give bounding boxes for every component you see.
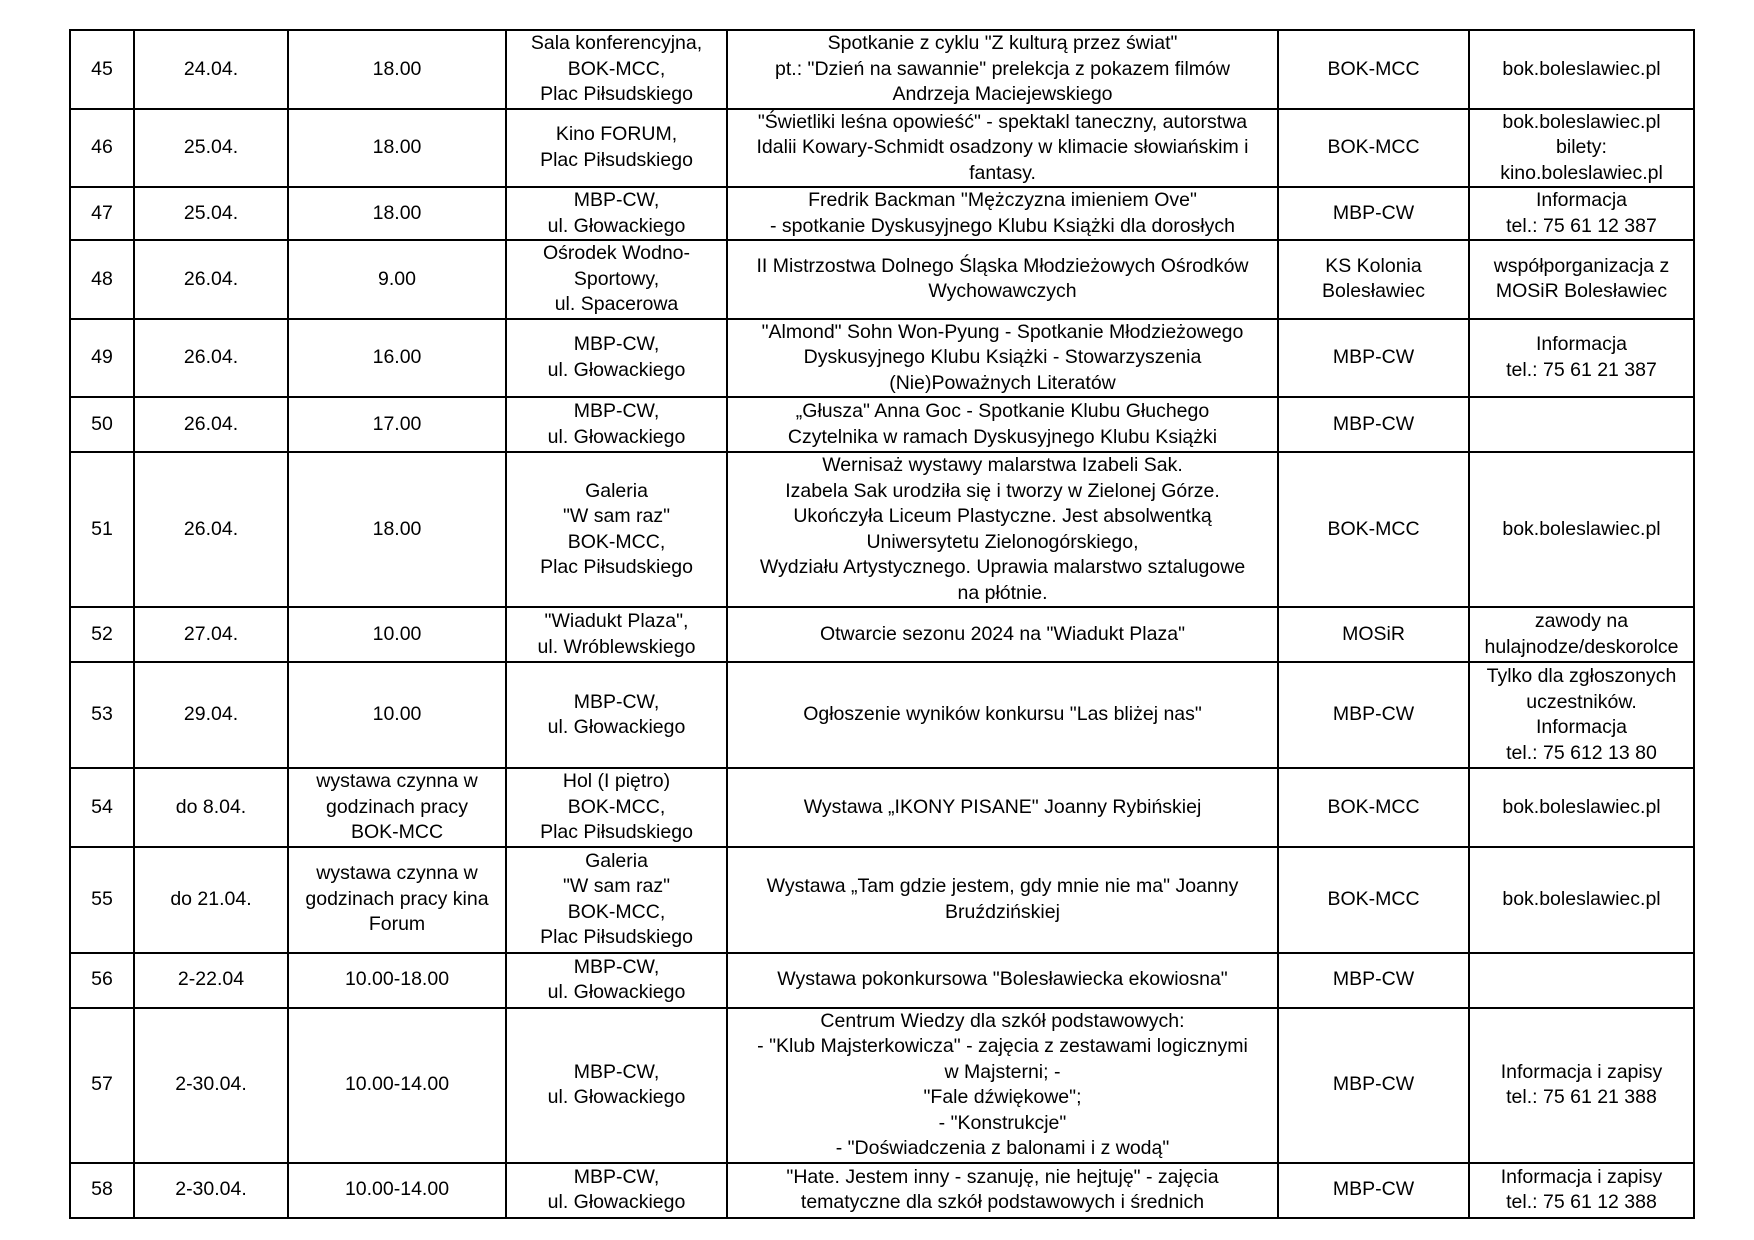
cell-place: Kino FORUM, Plac Piłsudskiego [506,109,727,188]
cell-date: 26.04. [134,319,288,398]
table-row [70,319,1694,398]
cell-date: 2-30.04. [134,1163,288,1218]
cell-place: Sala konferencyjna, BOK-MCC, Plac Piłsudskiego [506,30,727,109]
cell-place: MBP-CW, ul. Głowackiego [506,1008,727,1163]
cell-date: 26.04. [134,397,288,452]
cell-number: 45 [70,30,134,109]
cell-place: "Wiadukt Plaza", ul. Wróblewskiego [506,607,727,662]
cell-time: wystawa czynna w godzinach pracy kina Forum [288,847,506,953]
cell-event: Otwarcie sezonu 2024 na "Wiadukt Plaza" [727,607,1278,662]
cell-number: 52 [70,607,134,662]
cell-date: do 21.04. [134,847,288,953]
cell-number: 47 [70,187,134,240]
cell-number: 51 [70,452,134,607]
cell-organizer: MBP-CW [1278,397,1469,452]
cell-date: 26.04. [134,452,288,607]
table-row [70,397,1694,452]
cell-time: 18.00 [288,452,506,607]
cell-place: Galeria "W sam raz" BOK-MCC, Plac Piłsudskiego [506,847,727,953]
cell-number: 58 [70,1163,134,1218]
cell-organizer: BOK-MCC [1278,768,1469,847]
cell-event: „Głusza" Anna Goc - Spotkanie Klubu Głuchego Czytelnika w ramach Dyskusyjnego Klubu Książki [727,397,1278,452]
cell-time: 10.00-14.00 [288,1163,506,1218]
cell-place: MBP-CW, ul. Głowackiego [506,319,727,398]
cell-info: bok.boleslawiec.pl [1469,452,1694,607]
cell-organizer: MBP-CW [1278,1163,1469,1218]
cell-place: MBP-CW, ul. Głowackiego [506,1163,727,1218]
cell-number: 49 [70,319,134,398]
cell-date: 25.04. [134,187,288,240]
table-row [70,240,1694,319]
cell-event: "Świetliki leśna opowieść" - spektakl taneczny, autorstwa Idalii Kowary-Schmidt osadzony w klimacie słowiańskim i fantasy. [727,109,1278,188]
cell-event: Wystawa pokonkursowa "Bolesławiecka ekowiosna" [727,953,1278,1008]
cell-date: 24.04. [134,30,288,109]
cell-organizer: MBP-CW [1278,953,1469,1008]
cell-place: MBP-CW, ul. Głowackiego [506,397,727,452]
cell-organizer: BOK-MCC [1278,452,1469,607]
cell-info [1469,397,1694,452]
cell-time: 9.00 [288,240,506,319]
cell-event: Wystawa „Tam gdzie jestem, gdy mnie nie ma" Joanny Bruździńskiej [727,847,1278,953]
table-row [70,1163,1694,1218]
cell-event: Fredrik Backman "Mężczyzna imieniem Ove" - spotkanie Dyskusyjnego Klubu Książki dla dorosłych [727,187,1278,240]
table-row [70,109,1694,188]
cell-number: 48 [70,240,134,319]
cell-place: MBP-CW, ul. Głowackiego [506,187,727,240]
events-table-body [70,30,1694,1218]
cell-info: Informacja tel.: 75 61 21 387 [1469,319,1694,398]
cell-event: Ogłoszenie wyników konkursu "Las bliżej nas" [727,662,1278,768]
cell-number: 54 [70,768,134,847]
cell-date: 2-22.04 [134,953,288,1008]
cell-place: MBP-CW, ul. Głowackiego [506,662,727,768]
cell-event: Wystawa „IKONY PISANE" Joanny Rybińskiej [727,768,1278,847]
cell-organizer: MBP-CW [1278,187,1469,240]
cell-organizer: BOK-MCC [1278,30,1469,109]
cell-info: Informacja i zapisy tel.: 75 61 12 388 [1469,1163,1694,1218]
cell-date: 25.04. [134,109,288,188]
cell-info: bok.boleslawiec.pl [1469,30,1694,109]
cell-event: "Hate. Jestem inny - szanuję, nie hejtuję" - zajęcia tematyczne dla szkół podstawowych i średnich [727,1163,1278,1218]
cell-time: 18.00 [288,109,506,188]
cell-place: Ośrodek Wodno- Sportowy, ul. Spacerowa [506,240,727,319]
cell-date: 29.04. [134,662,288,768]
cell-organizer: BOK-MCC [1278,847,1469,953]
table-row [70,662,1694,768]
table-row [70,187,1694,240]
cell-date: 27.04. [134,607,288,662]
cell-organizer: MBP-CW [1278,319,1469,398]
cell-organizer: KS Kolonia Bolesławiec [1278,240,1469,319]
events-table [69,29,1695,1219]
cell-time: 16.00 [288,319,506,398]
cell-time: 10.00-14.00 [288,1008,506,1163]
table-row [70,1008,1694,1163]
cell-info: bok.boleslawiec.pl bilety: kino.boleslawiec.pl [1469,109,1694,188]
cell-date: do 8.04. [134,768,288,847]
cell-organizer: MOSiR [1278,607,1469,662]
table-row [70,607,1694,662]
table-row [70,953,1694,1008]
cell-number: 57 [70,1008,134,1163]
table-row [70,768,1694,847]
cell-time: 18.00 [288,30,506,109]
cell-date: 2-30.04. [134,1008,288,1163]
cell-number: 46 [70,109,134,188]
cell-date: 26.04. [134,240,288,319]
cell-event: "Almond" Sohn Won-Pyung - Spotkanie Młodzieżowego Dyskusyjnego Klubu Książki - Stowarzyszenia (Nie)Poważnych Literatów [727,319,1278,398]
cell-event: Wernisaż wystawy malarstwa Izabeli Sak. Izabela Sak urodziła się i tworzy w Zielonej Górze. Ukończyła Liceum Plastyczne. Jest absolwentką Uniwersytetu Zielonogórskiego, Wydziału Artystycznego. Uprawia malarstwo sztalugowe na płótnie. [727,452,1278,607]
cell-time: 10.00 [288,607,506,662]
cell-organizer: MBP-CW [1278,1008,1469,1163]
cell-info: zawody na hulajnodze/deskorolce [1469,607,1694,662]
cell-number: 50 [70,397,134,452]
cell-info: współporganizacja z MOSiR Bolesławiec [1469,240,1694,319]
cell-organizer: MBP-CW [1278,662,1469,768]
cell-event: Centrum Wiedzy dla szkół podstawowych: - "Klub Majsterkowicza" - zajęcia z zestawami logicznymi w Majsterni; - "Fale dźwiękowe"; - "Konstrukcje" - "Doświadczenia z balonami i z wodą" [727,1008,1278,1163]
table-row [70,847,1694,953]
cell-time: 17.00 [288,397,506,452]
cell-info [1469,953,1694,1008]
cell-event: II Mistrzostwa Dolnego Śląska Młodzieżowych Ośrodków Wychowawczych [727,240,1278,319]
cell-number: 53 [70,662,134,768]
table-row [70,30,1694,109]
cell-event: Spotkanie z cyklu "Z kulturą przez świat" pt.: "Dzień na sawannie" prelekcja z pokazem filmów Andrzeja Maciejewskiego [727,30,1278,109]
cell-place: MBP-CW, ul. Głowackiego [506,953,727,1008]
cell-time: 18.00 [288,187,506,240]
cell-info: Informacja tel.: 75 61 12 387 [1469,187,1694,240]
cell-info: Informacja i zapisy tel.: 75 61 21 388 [1469,1008,1694,1163]
cell-time: 10.00-18.00 [288,953,506,1008]
cell-time: wystawa czynna w godzinach pracy BOK-MCC [288,768,506,847]
cell-time: 10.00 [288,662,506,768]
table-row [70,452,1694,607]
cell-number: 55 [70,847,134,953]
cell-info: Tylko dla zgłoszonych uczestników. Informacja tel.: 75 612 13 80 [1469,662,1694,768]
cell-number: 56 [70,953,134,1008]
cell-info: bok.boleslawiec.pl [1469,768,1694,847]
cell-place: Hol (I piętro) BOK-MCC, Plac Piłsudskiego [506,768,727,847]
cell-info: bok.boleslawiec.pl [1469,847,1694,953]
cell-organizer: BOK-MCC [1278,109,1469,188]
cell-place: Galeria "W sam raz" BOK-MCC, Plac Piłsudskiego [506,452,727,607]
